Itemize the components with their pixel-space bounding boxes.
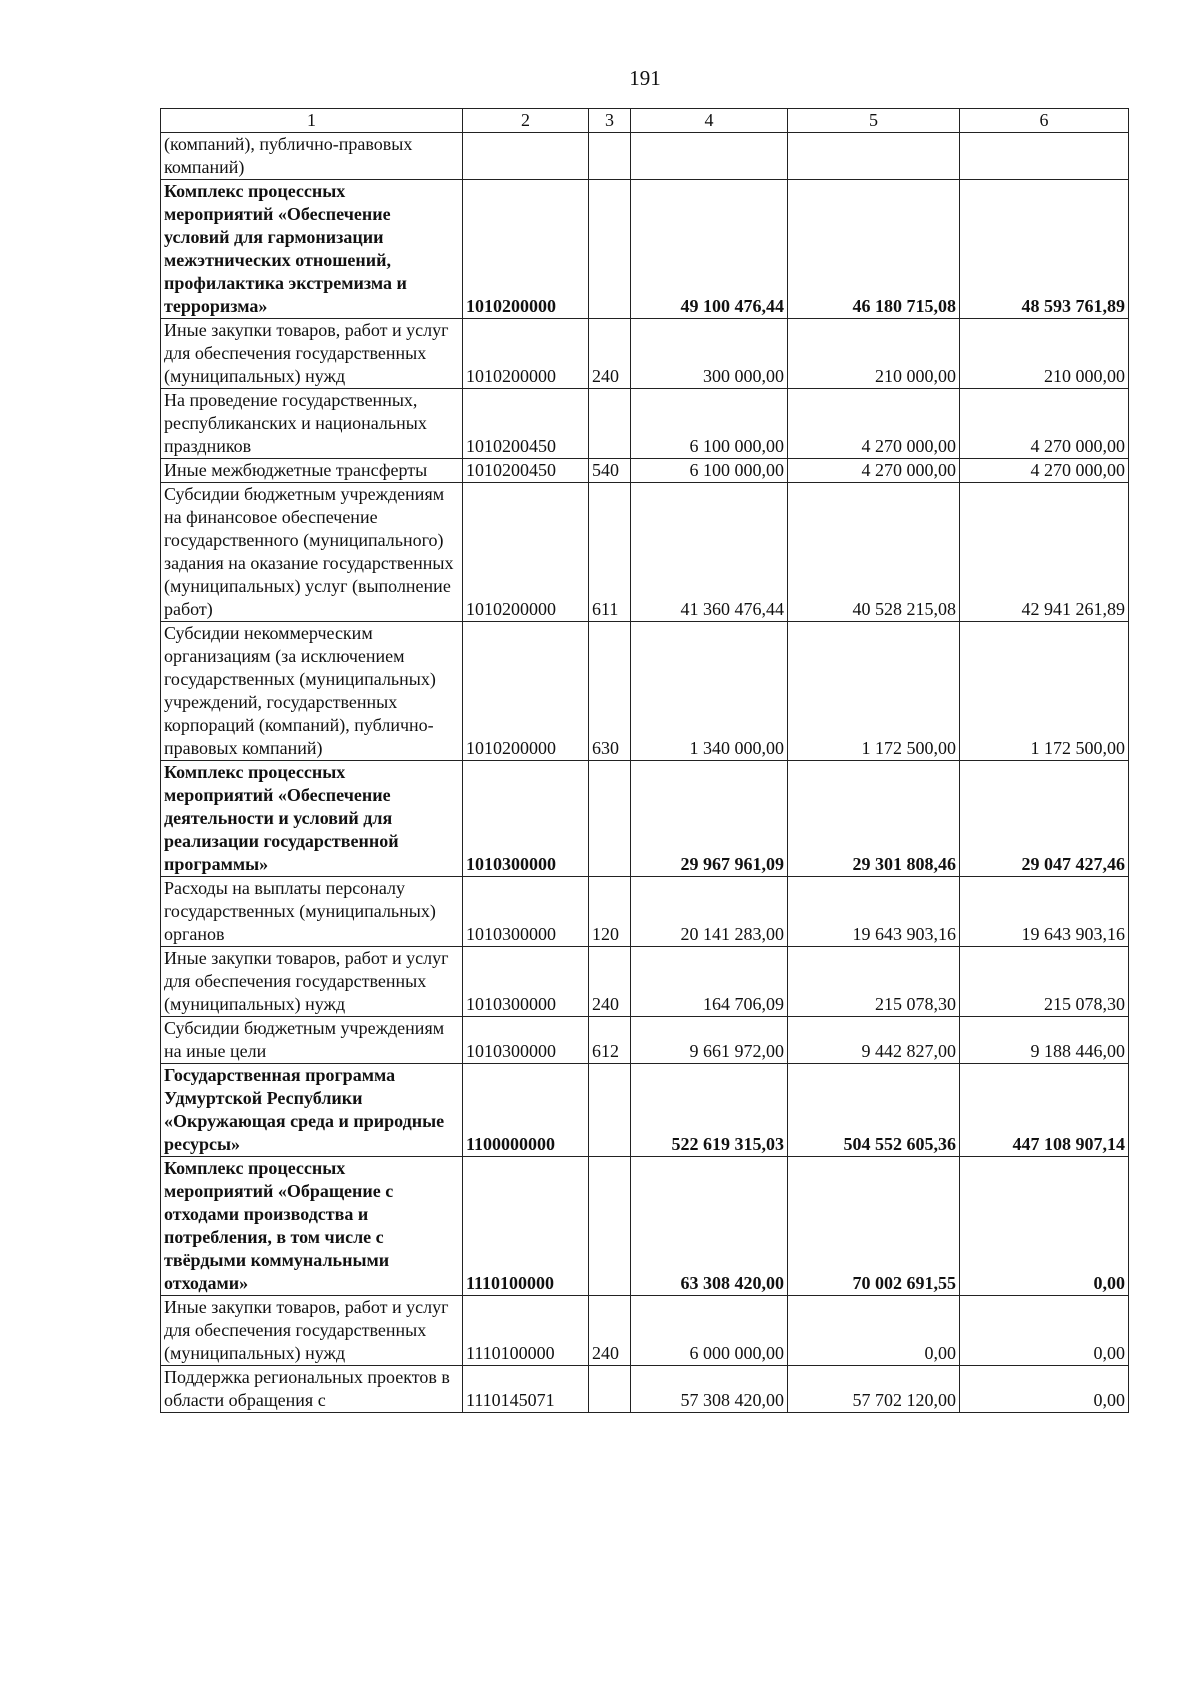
line-item-name: Комплекс процессных мероприятий «Обеспечение деятельности и условий для реализации государственной программы»	[161, 761, 463, 877]
target-article-code	[463, 133, 589, 180]
line-item-name: Субсидии бюджетным учреждениям на финансовое обеспечение государственного (муниципального) задания на оказание государственных (муниципальных) услуг (выполнение работ)	[161, 483, 463, 622]
header-row	[161, 109, 1129, 133]
header-cell-5: 5	[788, 109, 960, 133]
amount-col-5: 46 180 715,08	[788, 180, 960, 319]
table-row	[161, 947, 1129, 1017]
target-article-code: 1010300000	[463, 761, 589, 877]
amount-col-6: 0,00	[960, 1296, 1129, 1366]
expense-type-code	[589, 1064, 631, 1157]
target-article-code: 1010300000	[463, 877, 589, 947]
expense-type-code	[589, 761, 631, 877]
target-article-code: 1010200000	[463, 622, 589, 761]
table-row	[161, 180, 1129, 319]
header-cell-3: 3	[589, 109, 631, 133]
amount-col-5: 210 000,00	[788, 319, 960, 389]
header-cell-6: 6	[960, 109, 1129, 133]
amount-col-6: 4 270 000,00	[960, 389, 1129, 459]
page-number: 191	[629, 66, 661, 90]
line-item-name: Комплекс процессных мероприятий «Обеспечение условий для гармонизации межэтнических отношений, профилактика экстремизма и терроризма»	[161, 180, 463, 319]
expense-type-code: 612	[589, 1017, 631, 1064]
amount-col-6: 48 593 761,89	[960, 180, 1129, 319]
expense-type-code	[589, 389, 631, 459]
table-row	[161, 1017, 1129, 1064]
target-article-code: 1010300000	[463, 947, 589, 1017]
amount-col-6: 1 172 500,00	[960, 622, 1129, 761]
amount-col-5: 19 643 903,16	[788, 877, 960, 947]
amount-col-4: 1 340 000,00	[631, 622, 788, 761]
amount-col-4: 29 967 961,09	[631, 761, 788, 877]
target-article-code: 1010200450	[463, 389, 589, 459]
expense-type-code	[589, 1157, 631, 1296]
amount-col-5: 4 270 000,00	[788, 459, 960, 483]
line-item-name: Субсидии некоммерческим организациям (за исключением государственных (муниципальных) учреждений, государственных корпораций (компаний), публично-правовых компаний)	[161, 622, 463, 761]
target-article-code: 1110100000	[463, 1296, 589, 1366]
line-item-name: Иные закупки товаров, работ и услуг для обеспечения государственных (муниципальных) нужд	[161, 1296, 463, 1366]
amount-col-6: 29 047 427,46	[960, 761, 1129, 877]
expense-type-code: 540	[589, 459, 631, 483]
expense-type-code: 240	[589, 947, 631, 1017]
target-article-code: 1010200000	[463, 483, 589, 622]
budget-table	[160, 108, 1129, 1413]
table-body	[161, 133, 1129, 1413]
amount-col-4: 63 308 420,00	[631, 1157, 788, 1296]
amount-col-5: 1 172 500,00	[788, 622, 960, 761]
amount-col-4: 6 100 000,00	[631, 389, 788, 459]
table-row	[161, 319, 1129, 389]
line-item-name: Иные закупки товаров, работ и услуг для обеспечения государственных (муниципальных) нужд	[161, 947, 463, 1017]
table-row	[161, 761, 1129, 877]
table-row	[161, 389, 1129, 459]
amount-col-4: 6 100 000,00	[631, 459, 788, 483]
table-row	[161, 483, 1129, 622]
line-item-name: Государственная программа Удмуртской Республики «Окружающая среда и природные ресурсы»	[161, 1064, 463, 1157]
table-row	[161, 1157, 1129, 1296]
amount-col-5: 40 528 215,08	[788, 483, 960, 622]
expense-type-code: 120	[589, 877, 631, 947]
amount-col-4: 20 141 283,00	[631, 877, 788, 947]
header-cell-4: 4	[631, 109, 788, 133]
table-row	[161, 1366, 1129, 1413]
line-item-name: Комплекс процессных мероприятий «Обращение с отходами производства и потребления, в том числе с твёрдыми коммунальными отходами»	[161, 1157, 463, 1296]
amount-col-4: 164 706,09	[631, 947, 788, 1017]
amount-col-5: 504 552 605,36	[788, 1064, 960, 1157]
table-header	[161, 109, 1129, 133]
amount-col-5: 215 078,30	[788, 947, 960, 1017]
amount-col-5: 29 301 808,46	[788, 761, 960, 877]
expense-type-code: 240	[589, 319, 631, 389]
amount-col-6: 42 941 261,89	[960, 483, 1129, 622]
table-row	[161, 1296, 1129, 1366]
table-row	[161, 622, 1129, 761]
amount-col-6: 19 643 903,16	[960, 877, 1129, 947]
expense-type-code	[589, 133, 631, 180]
amount-col-4: 57 308 420,00	[631, 1366, 788, 1413]
target-article-code: 1110100000	[463, 1157, 589, 1296]
table-row	[161, 1064, 1129, 1157]
line-item-name: Поддержка региональных проектов в области обращения с	[161, 1366, 463, 1413]
target-article-code: 1100000000	[463, 1064, 589, 1157]
amount-col-5: 0,00	[788, 1296, 960, 1366]
line-item-name: (компаний), публично-правовых компаний)	[161, 133, 463, 180]
target-article-code: 1110145071	[463, 1366, 589, 1413]
amount-col-6	[960, 133, 1129, 180]
expense-type-code: 240	[589, 1296, 631, 1366]
target-article-code: 1010200450	[463, 459, 589, 483]
line-item-name: Иные межбюджетные трансферты	[161, 459, 463, 483]
expense-type-code: 630	[589, 622, 631, 761]
table-row	[161, 459, 1129, 483]
amount-col-4: 522 619 315,03	[631, 1064, 788, 1157]
amount-col-6: 9 188 446,00	[960, 1017, 1129, 1064]
amount-col-6: 447 108 907,14	[960, 1064, 1129, 1157]
amount-col-4: 300 000,00	[631, 319, 788, 389]
table-row	[161, 133, 1129, 180]
amount-col-4: 9 661 972,00	[631, 1017, 788, 1064]
expense-type-code	[589, 1366, 631, 1413]
amount-col-5: 70 002 691,55	[788, 1157, 960, 1296]
expense-type-code: 611	[589, 483, 631, 622]
amount-col-4: 6 000 000,00	[631, 1296, 788, 1366]
amount-col-6: 0,00	[960, 1157, 1129, 1296]
amount-col-4: 41 360 476,44	[631, 483, 788, 622]
line-item-name: Иные закупки товаров, работ и услуг для обеспечения государственных (муниципальных) нужд	[161, 319, 463, 389]
amount-col-6: 210 000,00	[960, 319, 1129, 389]
amount-col-5: 57 702 120,00	[788, 1366, 960, 1413]
amount-col-6: 215 078,30	[960, 947, 1129, 1017]
header-cell-2: 2	[463, 109, 589, 133]
target-article-code: 1010200000	[463, 319, 589, 389]
target-article-code: 1010200000	[463, 180, 589, 319]
amount-col-4	[631, 133, 788, 180]
amount-col-6: 4 270 000,00	[960, 459, 1129, 483]
table-row	[161, 877, 1129, 947]
line-item-name: На проведение государственных, республиканских и национальных праздников	[161, 389, 463, 459]
target-article-code: 1010300000	[463, 1017, 589, 1064]
amount-col-4: 49 100 476,44	[631, 180, 788, 319]
expense-type-code	[589, 180, 631, 319]
line-item-name: Субсидии бюджетным учреждениям на иные цели	[161, 1017, 463, 1064]
header-cell-1: 1	[161, 109, 463, 133]
amount-col-5: 9 442 827,00	[788, 1017, 960, 1064]
amount-col-5	[788, 133, 960, 180]
amount-col-6: 0,00	[960, 1366, 1129, 1413]
line-item-name: Расходы на выплаты персоналу государственных (муниципальных) органов	[161, 877, 463, 947]
amount-col-5: 4 270 000,00	[788, 389, 960, 459]
